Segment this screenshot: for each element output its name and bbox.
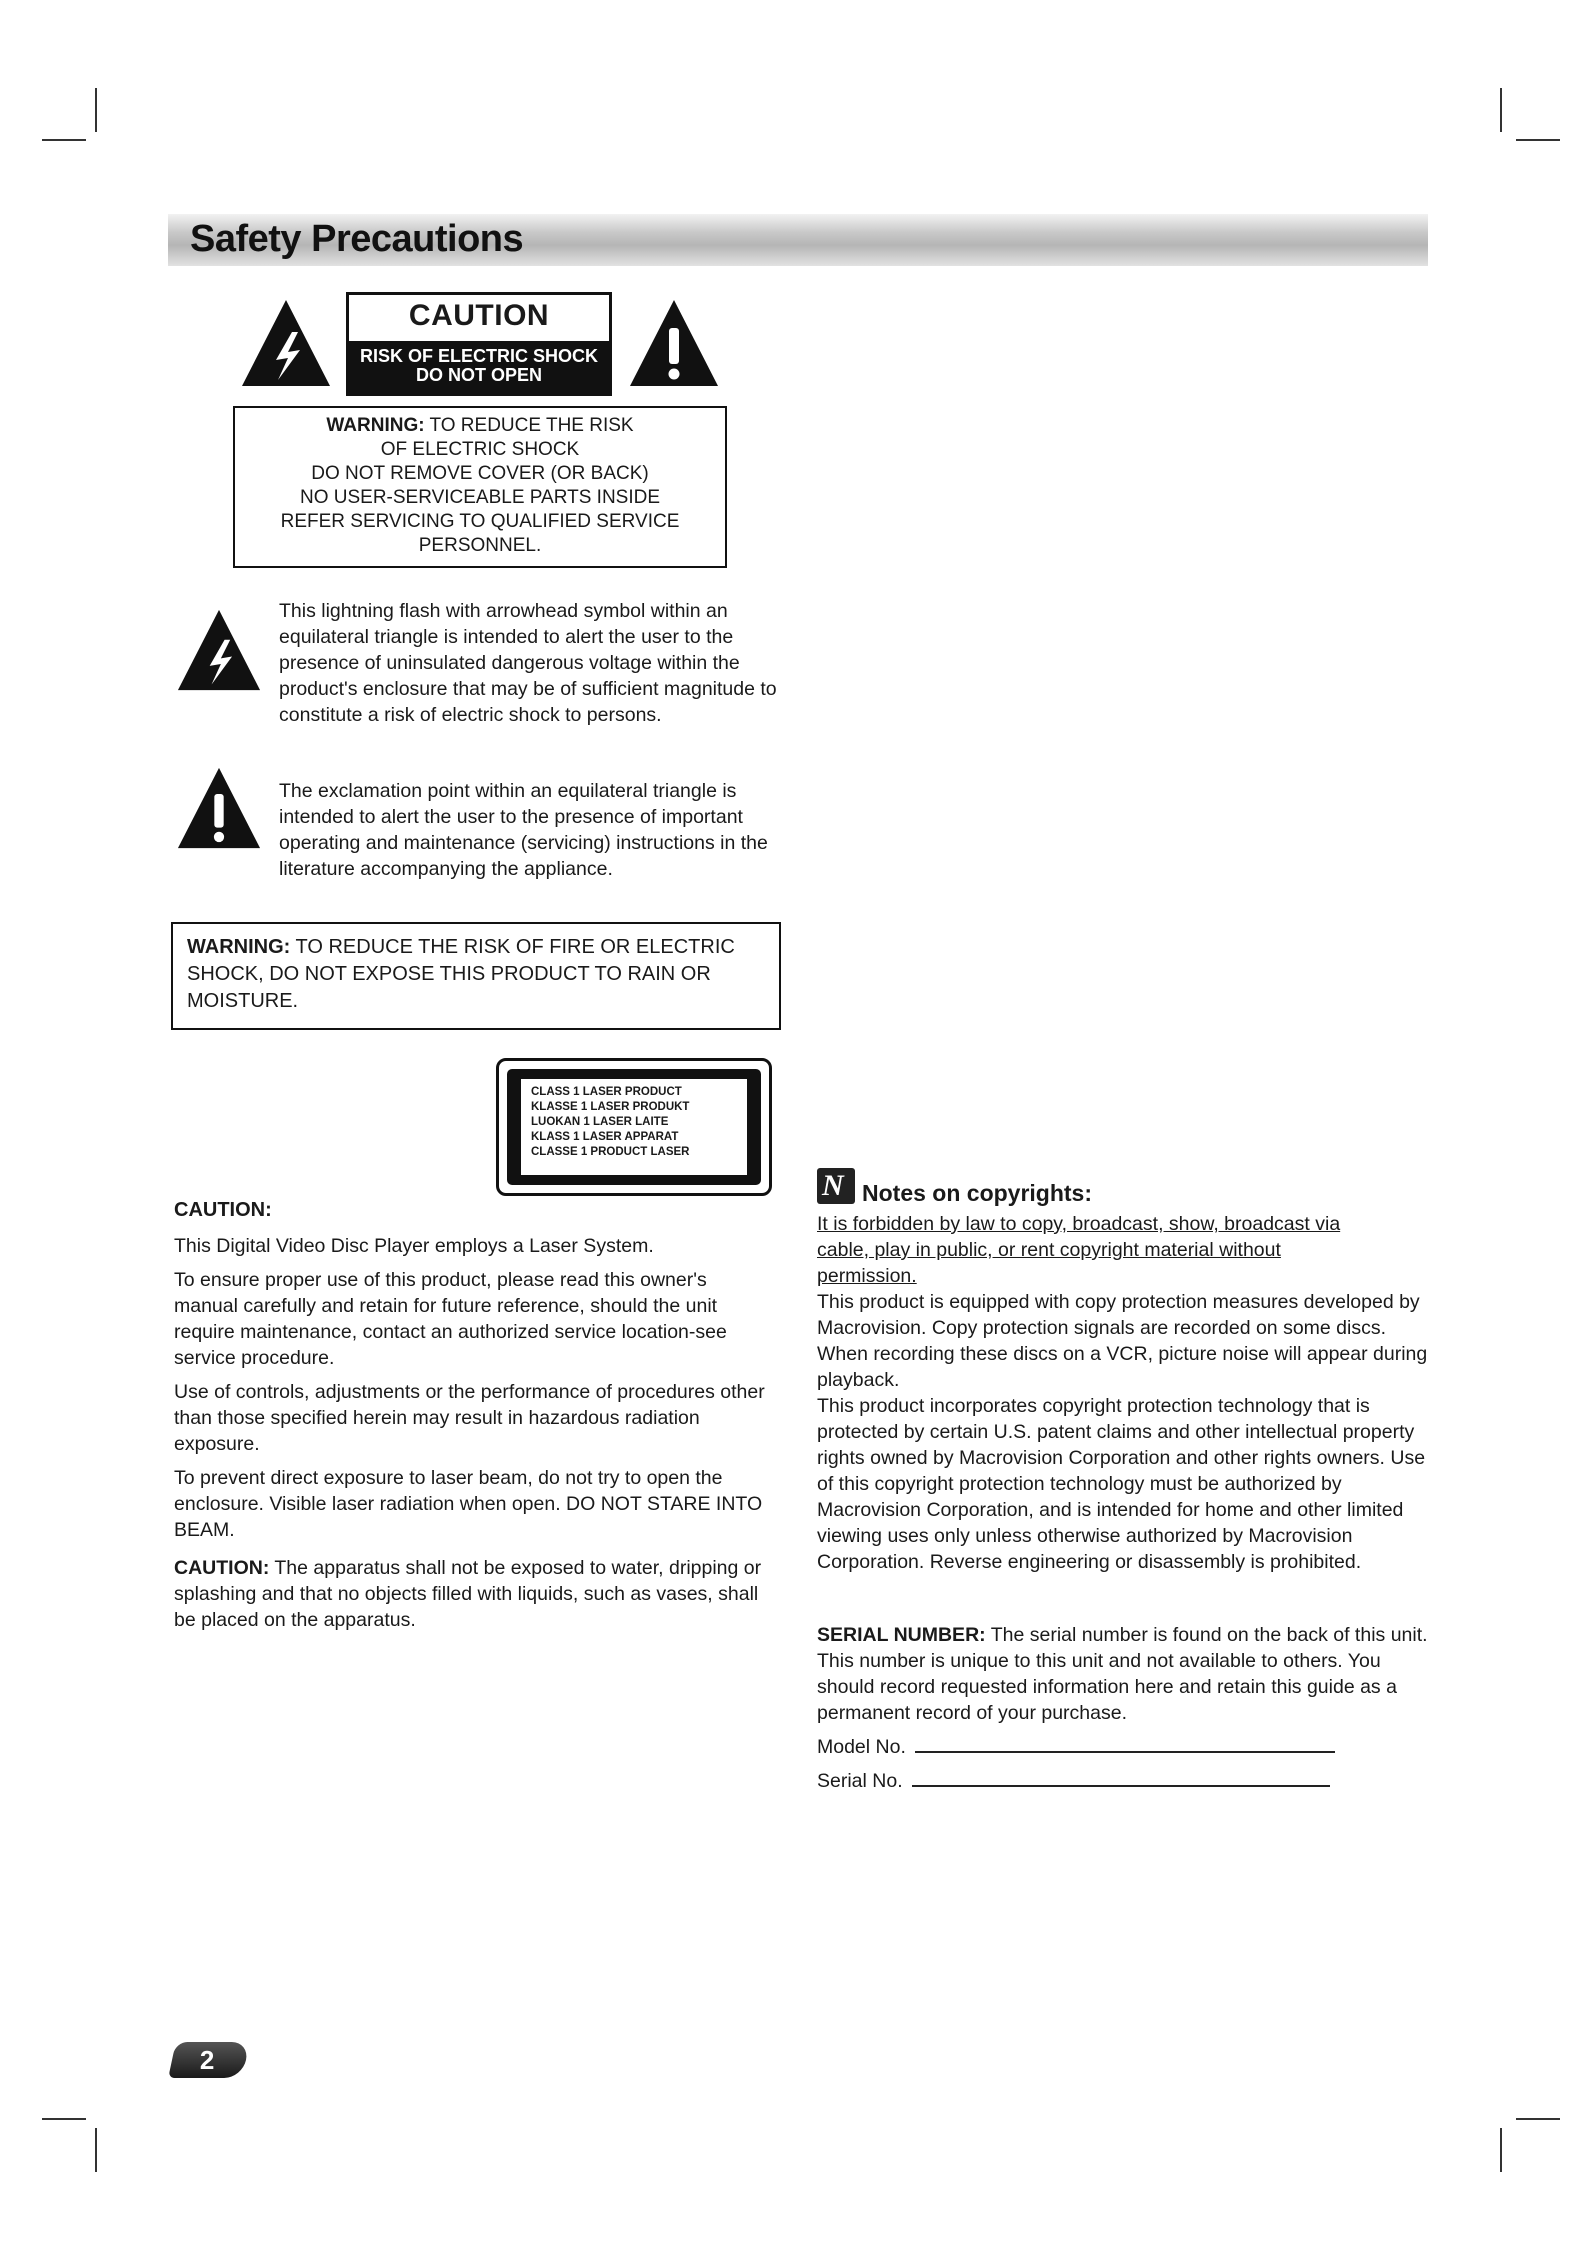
caution-p5-lead: CAUTION: bbox=[174, 1557, 270, 1579]
lightning-symbol-icon bbox=[176, 608, 262, 692]
serial-lead: SERIAL NUMBER: bbox=[817, 1624, 986, 1646]
warning-lead: WARNING: bbox=[326, 415, 425, 436]
laser-line: KLASS 1 LASER APPARAT bbox=[531, 1131, 679, 1143]
copyright-heading: Notes on copyrights: bbox=[862, 1180, 1093, 1206]
crop-mark-bottom-left-v bbox=[95, 2128, 97, 2172]
model-label: Model No. bbox=[817, 1736, 906, 1758]
fire-warning-text: TO REDUCE THE RISK OF FIRE OR ELECTRIC SHOCK, DO NOT EXPOSE THIS PRODUCT TO RAIN OR MOISTURE. bbox=[187, 936, 735, 1012]
fire-warning-box bbox=[171, 922, 781, 1030]
laser-line: KLASSE 1 LASER PRODUKT bbox=[531, 1101, 690, 1113]
caution-label-title: CAUTION bbox=[408, 299, 550, 332]
crop-mark-top-left-v bbox=[95, 88, 97, 132]
warning-line5: REFER SERVICING TO QUALIFIED SERVICE bbox=[280, 511, 680, 532]
notes-icon-letter: N bbox=[822, 1169, 844, 1202]
caution-p4: To prevent direct exposure to laser beam, do not try to open the enclosure. Visible laser radiation when open. DO NOT STARE INTO BEAM. bbox=[174, 1467, 763, 1541]
fire-warning-lead: WARNING: bbox=[187, 936, 291, 958]
crop-mark-bottom-right-h bbox=[1516, 2118, 1560, 2120]
shock-warning-box bbox=[233, 406, 727, 568]
caution-label-band bbox=[349, 341, 609, 393]
caution-p1: This Digital Video Disc Player employs a Laser System. bbox=[174, 1235, 654, 1257]
serial-text: The serial number is found on the back of this unit. This number is unique to this unit and not available to others. You should record requested information here and retain this guide as a permanent record of your purchase. bbox=[817, 1624, 1428, 1724]
warning-line3: DO NOT REMOVE COVER (OR BACK) bbox=[311, 463, 649, 484]
caution-band-line1: RISK OF ELECTRIC SHOCK bbox=[359, 346, 598, 366]
laser-line: LUOKAN 1 LASER LAITE bbox=[531, 1116, 669, 1128]
laser-line: CLASSE 1 PRODUCT LASER bbox=[531, 1146, 690, 1158]
lightning-warning-icon bbox=[240, 298, 332, 388]
model-number-field[interactable] bbox=[915, 1735, 1335, 1753]
notes-icon bbox=[817, 1168, 855, 1204]
exclamation-warning-icon bbox=[628, 298, 720, 388]
caution-band-line2: DO NOT OPEN bbox=[415, 365, 542, 385]
crop-mark-top-left-h bbox=[42, 139, 86, 141]
section-header-bar bbox=[168, 214, 1428, 266]
laser-line: CLASS 1 LASER PRODUCT bbox=[531, 1086, 682, 1098]
caution-section bbox=[174, 1197, 774, 1633]
warning-line6: PERSONNEL. bbox=[418, 535, 542, 556]
warning-line1: TO REDUCE THE RISK bbox=[424, 415, 634, 436]
serial-label: Serial No. bbox=[817, 1770, 903, 1792]
crop-mark-top-right-v bbox=[1500, 88, 1502, 132]
copyright-p2: This product incorporates copyright protection technology that is protected by certain U.S. patent claims and other intellectual property rights owned by Macrovision Corporation and other rights owners. Use of this copyright protection technology must be authorized by Macrovision Corporation, and is intended for home and other limited viewing uses only unless otherwise authorized by Macrovision Corporation. Reverse engineering or disassembly is prohibited. bbox=[817, 1395, 1426, 1573]
serial-row bbox=[817, 1768, 1429, 1794]
page-number-badge bbox=[168, 2042, 250, 2078]
crop-mark-bottom-left-h bbox=[42, 2118, 86, 2120]
serial-section bbox=[817, 1622, 1429, 1794]
caution-p2: To ensure proper use of this product, please read this owner's manual carefully and retain for future reference, should the unit require maintenance, contact an authorized service location-see service procedure. bbox=[174, 1269, 727, 1369]
copyright-p1: This product is equipped with copy protection measures developed by Macrovision. Copy protection signals are recorded on some discs. When recording these discs on a VCR, picture noise will appear during playback. bbox=[817, 1291, 1428, 1391]
caution-heading: CAUTION: bbox=[174, 1199, 272, 1221]
caution-p3: Use of controls, adjustments or the performance of procedures other than those specified herein may result in hazardous radiation exposure. bbox=[174, 1381, 765, 1455]
caution-label bbox=[346, 292, 612, 396]
laser-label-text bbox=[521, 1079, 747, 1175]
page-number: 2 bbox=[199, 2045, 215, 2075]
exclamation-explanation: The exclamation point within an equilateral triangle is intended to alert the user to the presence of important operating and maintenance (servicing) instructions in the literature accompanying the appliance. bbox=[279, 780, 768, 880]
copyright-forbidden: It is forbidden by law to copy, broadcast, show, broadcast via cable, play in public, or rent copyright material without permission. bbox=[817, 1213, 1341, 1287]
crop-mark-top-right-h bbox=[1516, 139, 1560, 141]
warning-line2: OF ELECTRIC SHOCK bbox=[380, 439, 580, 460]
warning-line4: NO USER-SERVICEABLE PARTS INSIDE bbox=[299, 487, 661, 508]
model-row bbox=[817, 1734, 1429, 1760]
serial-number-field[interactable] bbox=[912, 1769, 1330, 1787]
exclamation-symbol-icon bbox=[176, 766, 262, 850]
copyright-section bbox=[817, 1211, 1429, 1575]
crop-mark-bottom-right-v bbox=[1500, 2128, 1502, 2172]
caution-p5-text: The apparatus shall not be exposed to water, dripping or splashing and that no objects filled with liquids, such as vases, shall be placed on the apparatus. bbox=[174, 1557, 762, 1631]
page-title: Safety Precautions bbox=[190, 218, 524, 260]
lightning-explanation: This lightning flash with arrowhead symbol within an equilateral triangle is intended to alert the user to the presence of uninsulated dangerous voltage within the product's enclosure that may be of sufficient magnitude to constitute a risk of electric shock to persons. bbox=[279, 600, 777, 726]
laser-product-label bbox=[496, 1058, 772, 1196]
caution-p5 bbox=[174, 1555, 774, 1633]
